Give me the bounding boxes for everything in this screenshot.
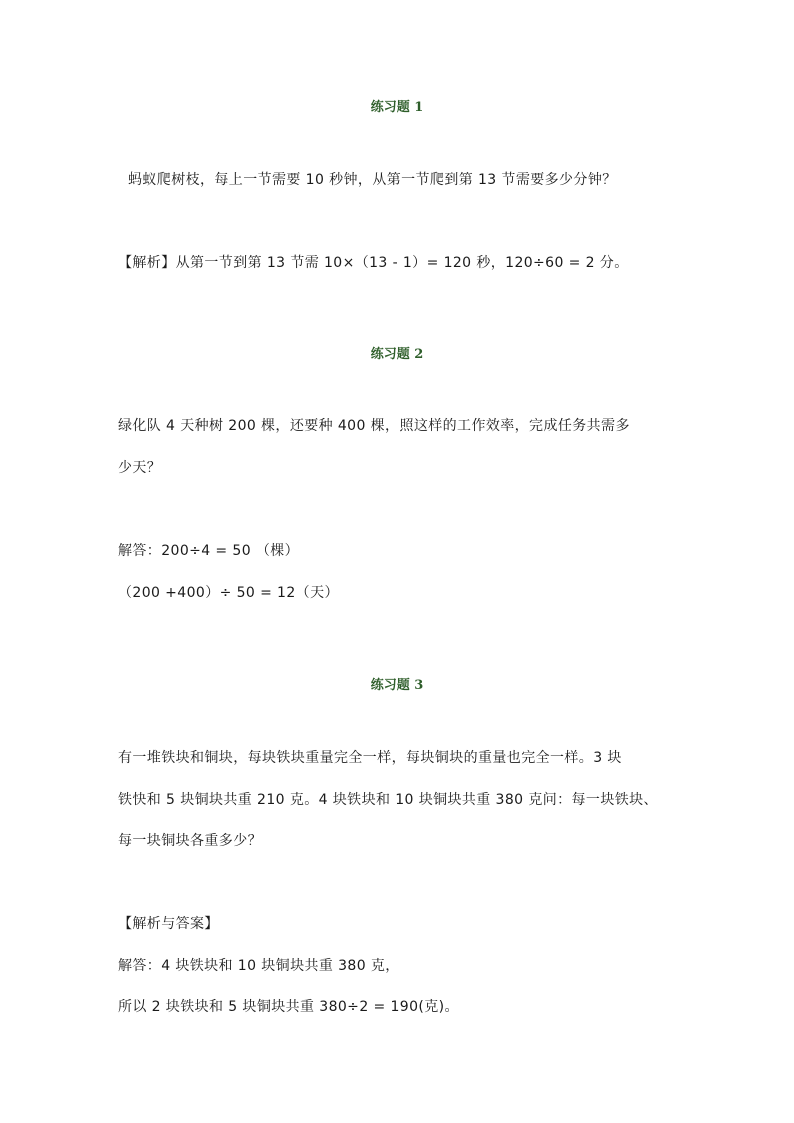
section-2-title: 练习题 2 bbox=[370, 347, 424, 362]
section-2-answer-line-2: （200 +400）÷ 50 = 12（天） bbox=[118, 585, 339, 601]
section-3-title: 练习题 3 bbox=[370, 678, 424, 693]
section-3-answer-line-2: 所以 2 块铁块和 5 块铜块共重 380÷2 = 190(克)。 bbox=[118, 999, 459, 1015]
section-3-question-line-1: 有一堆铁块和铜块，每块铁块重量完全一样，每块铜块的重量也完全一样。3 块 bbox=[118, 750, 622, 766]
section-3-question-line-3: 每一块铜块各重多少？ bbox=[118, 833, 262, 849]
section-3-answer-line-1: 解答：4 块铁块和 10 块铜块共重 380 克， bbox=[118, 958, 400, 974]
section-2-question-line-1: 绿化队 4 天种树 200 棵，还要种 400 棵，照这样的工作效率，完成任务共需多 bbox=[118, 418, 630, 434]
section-2-question-line-2: 少天？ bbox=[118, 460, 162, 476]
section-1-title: 练习题 1 bbox=[370, 100, 424, 115]
section-2-answer-line-1: 解答：200÷4 = 50 （棵） bbox=[118, 543, 300, 559]
section-1-analysis: 【解析】从第一节到第 13 节需 10×（13 - 1）= 120 秒，120÷60 = 2 分。 bbox=[118, 255, 629, 271]
section-3-analysis-heading: 【解析与答案】 bbox=[118, 916, 219, 932]
section-3-question-line-2: 铁快和 5 块铜块共重 210 克。4 块铁块和 10 块铜块共重 380 克问：每一块铁块、 bbox=[118, 792, 658, 808]
section-1-question: 蚂蚁爬树枝，每上一节需要 10 秒钟，从第一节爬到第 13 节需要多少分钟？ bbox=[128, 172, 617, 188]
